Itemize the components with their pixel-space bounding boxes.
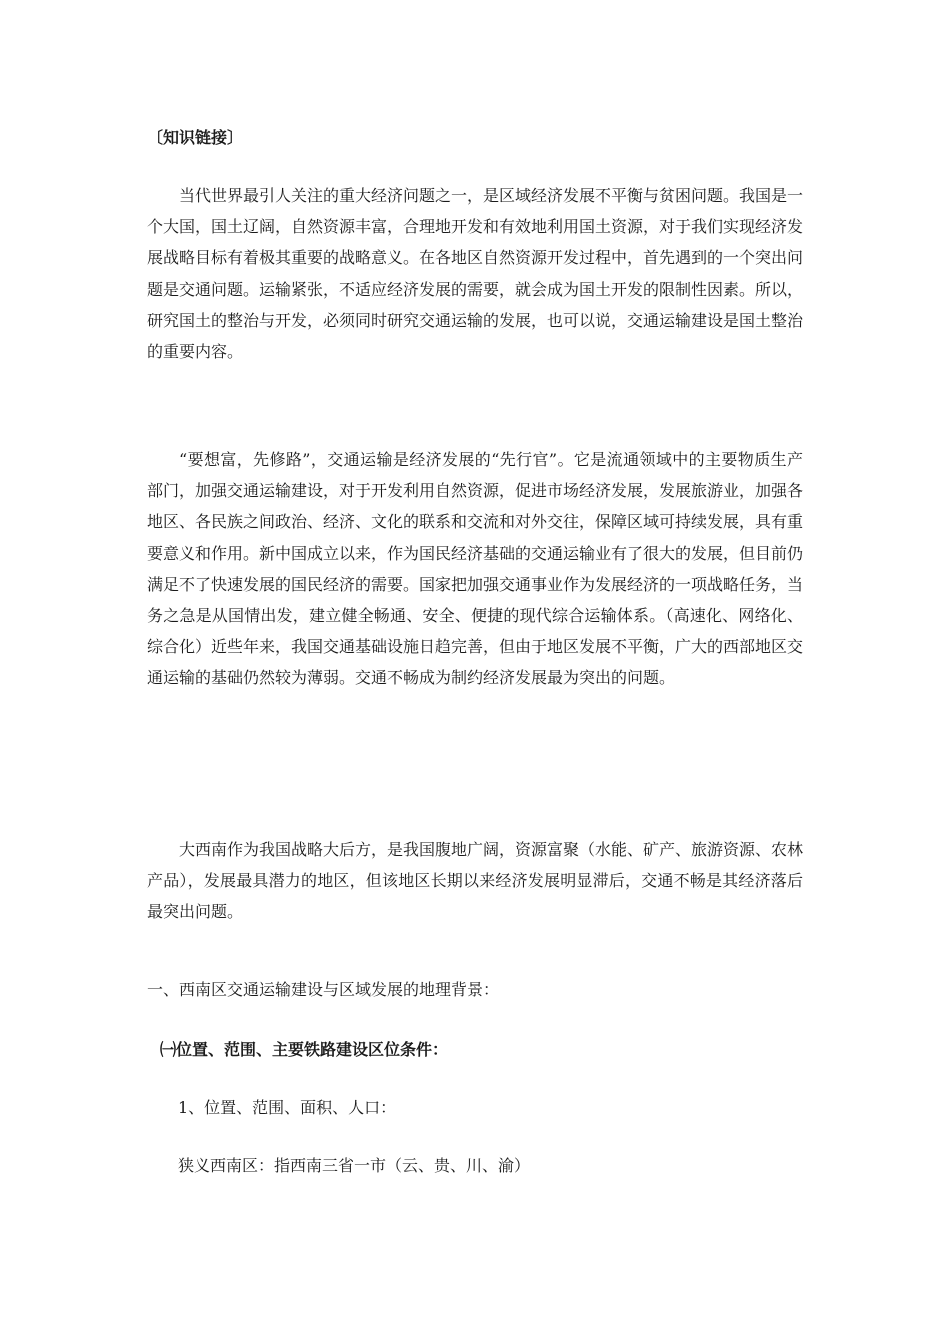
subsection-title: ㈠位置、范围、主要铁路建设区位条件：	[160, 1040, 449, 1059]
paragraph-southwest-region: 大西南作为我国战略大后方，是我国腹地广阔，资源富聚（水能、矿产、旅游资源、农林产品），发展最具潜力的地区，但该地区长期以来经济发展明显滞后，交通不畅是其经济落后最突出问题。	[147, 840, 804, 922]
knowledge-link-heading: 〔知识链接〕	[147, 128, 244, 147]
section-title: 一、西南区交通运输建设与区域发展的地理背景：	[147, 980, 500, 999]
item-text: 狭义西南区：指西南三省一市（云、贵、川、渝）	[178, 1156, 531, 1175]
item-title: 1、位置、范围、面积、人口：	[178, 1098, 397, 1117]
paragraph-regional-economy: 当代世界最引人关注的重大经济问题之一，是区域经济发展不平衡与贫困问题。我国是一个大国，国土辽阔，自然资源丰富，合理地开发和有效地利用国土资源，对于我们实现经济发展战略目标有着极其重要的战略意义。在各地区自然资源开发过程中，首先遇到的一个突出问题是交通问题。运输紧张，不适应经济发展的需要，就会成为国土开发的限制性因素。所以，研究国土的整治与开发，必须同时研究交通运输的发展，也可以说，交通运输建设是国土整治的重要内容。	[147, 186, 804, 362]
paragraph-transport-importance: “要想富，先修路”，交通运输是经济发展的“先行官”。它是流通领域中的主要物质生产部门，加强交通运输建设，对于开发利用自然资源，促进市场经济发展，发展旅游业，加强各地区、各民族之间政治、经济、文化的联系和交流和对外交往，保障区域可持续发展，具有重要意义和作用。新中国成立以来，作为国民经济基础的交通运输业有了很大的发展，但目前仍满足不了快速发展的国民经济的需要。国家把加强交通事业作为发展经济的一项战略任务，当务之急是从国情出发，建立健全畅通、安全、便捷的现代综合运输体系。（高速化、网络化、综合化）近些年来，我国交通基础设施日趋完善，但由于地区发展不平衡，广大的西部地区交通运输的基础仍然较为薄弱。交通不畅成为制约经济发展最为突出的问题。	[147, 450, 804, 688]
